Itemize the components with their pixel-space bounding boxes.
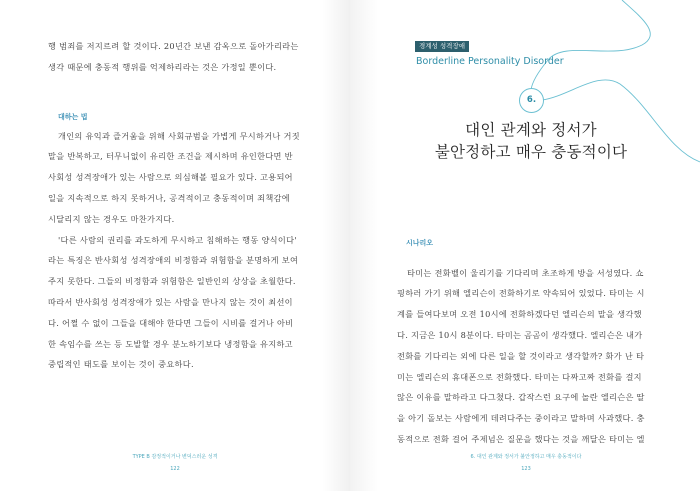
body-line: 전화를 기다리는 외에 다른 일을 할 것이라고 생각할까? 화가 난 타 bbox=[397, 350, 645, 361]
body-line: 주지 못한다. 그들의 비정함과 위험함은 일반인의 상상을 초월한다. bbox=[48, 276, 296, 287]
body-line: 타미는 전화벨이 울리기를 기다리며 초조하게 방을 서성였다. 쇼 bbox=[407, 267, 644, 278]
body-line: 않은 이유를 말하라고 다그쳤다. 갑작스런 요구에 놀란 엘리슨은 딸 bbox=[397, 392, 645, 403]
body-line: 계를 들여다보며 오전 10시에 전화하겠다던 엘리슨의 말을 생각했 bbox=[397, 309, 642, 320]
body-line: 다. 어쩔 수 없이 그들을 대해야 한다면 그들이 시비를 걸거나 아비 bbox=[48, 317, 294, 328]
category-badge: 경계성 성격장애 bbox=[415, 41, 469, 52]
body-line: 따라서 반사회성 성격장애가 있는 사람을 만나지 않는 것이 최선이 bbox=[48, 296, 293, 307]
body-line: 미는 엘리슨의 휴대폰으로 전화했다. 타미는 다짜고짜 전화를 걸지 bbox=[397, 371, 642, 382]
body-line: 말을 반복하고, 터무니없이 유리한 조건을 제시하며 유인한다면 반 bbox=[48, 151, 293, 162]
right-page bbox=[350, 0, 700, 491]
body-line: 라는 특징은 반사회성 성격장애의 비정함과 위험함을 분명하게 보여 bbox=[48, 255, 299, 266]
section-heading: 대하는 법 bbox=[58, 113, 88, 121]
body-line: 한 속임수를 쓰는 등 도발할 경우 분노하기보다 냉정함을 유지하고 bbox=[48, 338, 293, 349]
body-paragraphs bbox=[397, 263, 645, 450]
running-title: TYPE B 감정적이거나 변덕스러운 성격 bbox=[132, 454, 218, 460]
running-title: 6. 대인 관계와 정서가 불안정하고 매우 충동적이다 bbox=[470, 454, 582, 460]
body-line: 개인의 유익과 즐거움을 위해 사회규범을 가볍게 무시하거나 거짓 bbox=[58, 130, 300, 141]
page-number: 122 bbox=[170, 466, 180, 472]
body-line: '다른 사람의 권리를 과도하게 무시하고 침해하는 행동 양식이다' bbox=[58, 234, 297, 245]
body-line: 을 아기 돌보는 사람에게 데려다주는 중이라고 말하며 사과했다. 충 bbox=[397, 413, 645, 424]
chapter-number: 6. bbox=[526, 95, 537, 105]
gutter-shadow bbox=[322, 0, 350, 491]
body-line: 생각 때문에 충동적 행위를 억제하리라는 것은 가정일 뿐이다. bbox=[48, 62, 277, 72]
chapter-title bbox=[381, 119, 681, 163]
section-heading: 시나리오 bbox=[406, 239, 434, 247]
chapter-number-badge bbox=[519, 88, 544, 113]
body-line: 시달리지 않는 경우도 마찬가지다. bbox=[48, 213, 175, 224]
body-line: 사회성 성격장애가 있는 사람으로 의심해볼 필요가 있다. 고용되어 bbox=[48, 172, 293, 183]
body-line: 다. 지금은 10시 8분이다. 타미는 곰곰이 생각했다. 엘리슨은 내가 bbox=[397, 329, 643, 340]
body-line: 핑하러 가기 위해 엘리슨이 전화하기로 약속되어 있었다. 타미는 시 bbox=[397, 288, 645, 299]
chapter-title-line: 대인 관계와 정서가 bbox=[465, 121, 597, 139]
intro-paragraph bbox=[48, 36, 299, 78]
body-line: 행 범죄를 저지르려 할 것이다. 20년간 보낸 감옥으로 돌아가리라는 bbox=[48, 41, 299, 51]
body-line: 일을 지속적으로 하지 못하거나, 공격적이고 충동적이며 죄책감에 bbox=[48, 192, 290, 203]
chapter-title-line: 불안정하고 매우 충동적이다 bbox=[434, 143, 628, 161]
page-number: 123 bbox=[521, 466, 531, 472]
body-line: 중립적인 태도를 보이는 것이 중요하다. bbox=[48, 359, 194, 370]
body-paragraphs bbox=[48, 126, 300, 376]
body-line: 동적으로 전화 걸어 주제넘은 질문을 했다는 것을 깨달은 타미는 엘 bbox=[397, 433, 645, 444]
category-subtitle: Borderline Personality Disorder bbox=[416, 56, 564, 67]
